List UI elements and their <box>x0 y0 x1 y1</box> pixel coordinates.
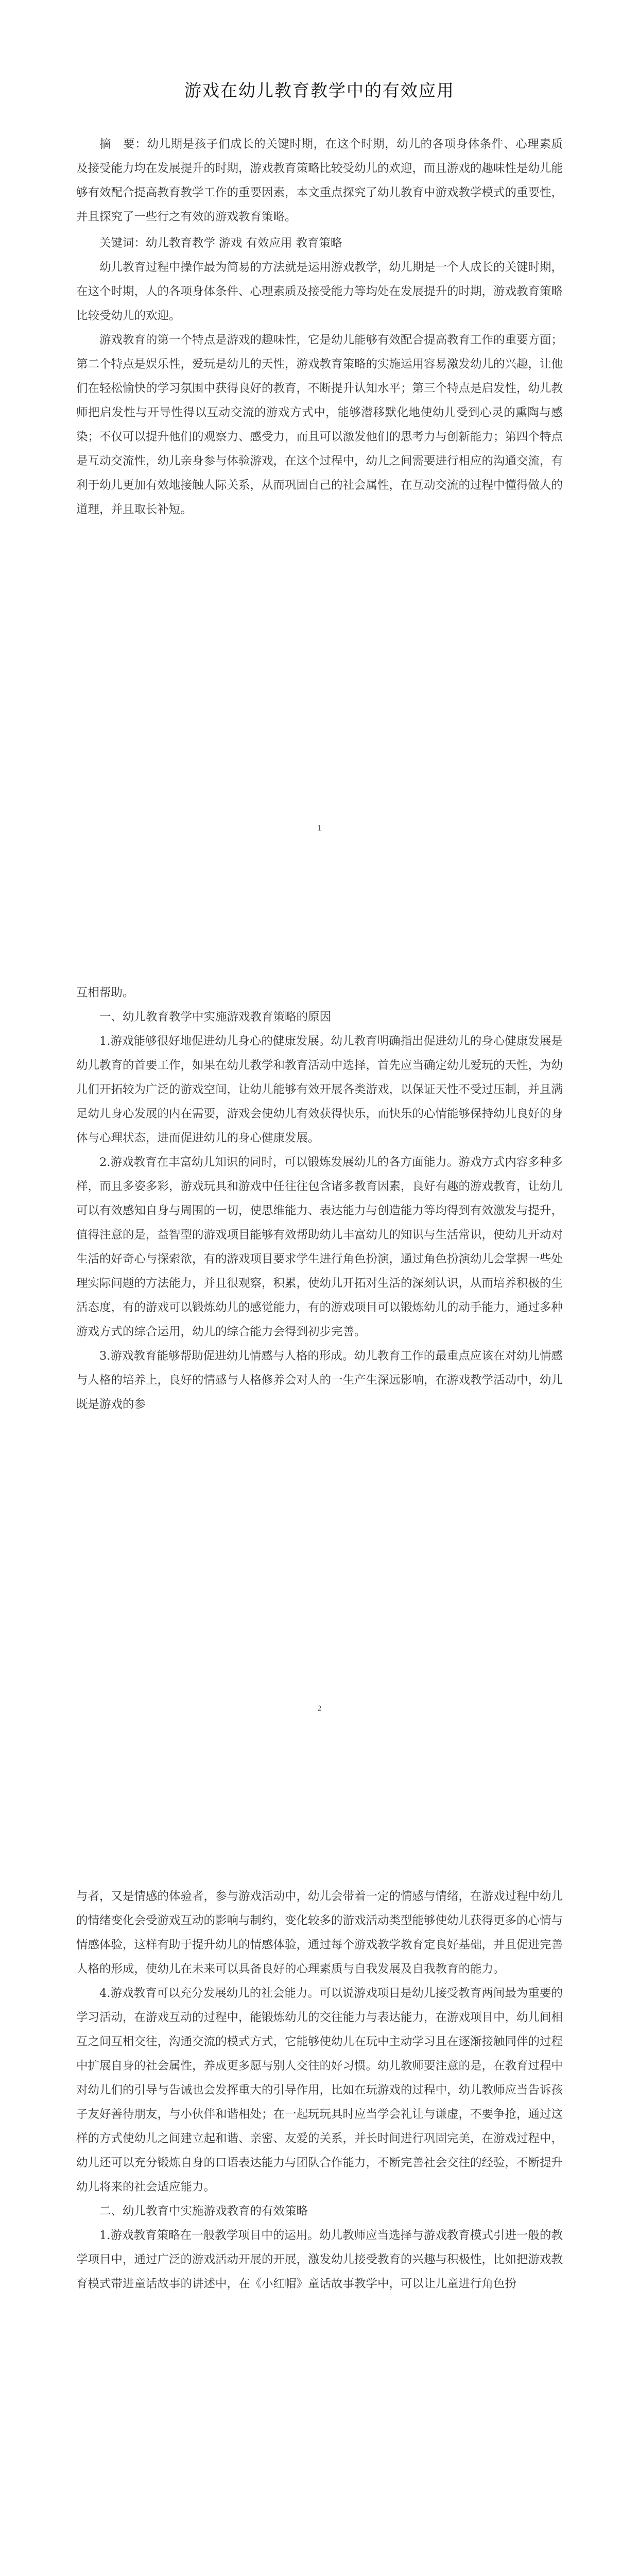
abstract-label: 摘 要： <box>99 138 147 151</box>
keywords <box>76 231 563 256</box>
paragraph: 1.游戏能够很好地促进幼儿身心的健康发展。幼儿教育明确指出促进幼儿的身心健康发展是幼儿教育的首要工作，如果在幼儿教学和教育活动中选择，首先应当确定幼儿爱玩的天性，为幼儿们开拓较为广泛的游戏空间，让幼儿能够有效开展各类游戏，以保证天性不受过压制，并且满足幼儿身心发展的内在需要，游戏会使幼儿有效获得快乐，而快乐的心情能够保持幼儿良好的身体与心理状态，进而促进幼儿的身心健康发展。 <box>76 1035 563 1145</box>
keywords-label: 关键词： <box>99 236 146 250</box>
page-2 <box>0 904 639 1807</box>
section-heading: 一、幼儿教育教学中实施游戏教育策略的原因 <box>99 1010 332 1024</box>
document-title: 游戏在幼儿教育教学中的有效应用 <box>184 80 455 100</box>
abstract-text: 幼儿期是孩子们成长的关键时期，在这个时期，幼儿的各项身体条件、心理素质及接受能力均在发展提升的时期，游戏教育策略比较受幼儿的欢迎，而且游戏的趣味性是幼儿能够有效配合提高教育教学工作的重要因素，本文重点探究了幼儿教育中游戏教学模式的重要性，并且探究了一些行之有效的游戏教育策略。 <box>76 138 563 224</box>
page-number: 2 <box>317 1705 322 1713</box>
paragraph: 4.游戏教育可以充分发展幼儿的社会能力。可以说游戏项目是幼儿接受教育两间最为重要的学习活动，在游戏互动的过程中，能锻炼幼儿的交往能力与表达能力，在游戏项目中，幼儿间相互之间互相交往，沟通交流的模式方式，它能够使幼儿在玩中主动学习且在逐渐接触同伴的过程中扩展自身的社会属性，养成更多愿与别人交往的好习惯。幼儿教师要注意的是，在教育过程中对幼儿们的引导与告诫也会发挥重大的引导作用，比如在玩游戏的过程中，幼儿教师应当告诉孩子友好善待朋友，与小伙伴和谐相处；在一起玩玩具时应当学会礼让与谦虚，不要争抢，通过这样的方式使幼儿之间建立起和谐、亲密、友爱的关系，并长时间进行巩固完美，在游戏过程中，幼儿还可以充分锻炼自身的口语表达能力与团队合作能力，不断完善社会交往的经验，不断提升幼儿将来的社会适应能力。 <box>76 1987 563 2194</box>
paragraph: 与者，又是情感的体验者，参与游戏活动中，幼儿会带着一定的情感与情绪，在游戏过程中幼儿的情绪变化会受游戏互动的影响与制约，变化较多的游戏活动类型能够使幼儿获得更多的心情与情感体验，这样有助于提升幼儿的情感体验，通过每个游戏教学教育定良好基础，并且促进完善人格的形成，使幼儿在未来可以具备良好的心理素质与自我发展及自我教育的能力。 <box>76 1890 563 1976</box>
paragraph: 3.游戏教育能够帮助促进幼儿情感与人格的形成。幼儿教育工作的最重点应该在对幼儿情感与人格的培养上，良好的情感与人格修养会对人的一生产生深远影响，在游戏教学活动中，幼儿既是游戏的参 <box>76 1349 563 1411</box>
page-1 <box>0 0 639 904</box>
abstract <box>76 132 563 229</box>
keywords-text: 幼儿教育教学 游戏 有效应用 教育策略 <box>146 236 342 250</box>
paragraph: 互相帮助。 <box>76 986 134 999</box>
paragraph: 2.游戏教育在丰富幼儿知识的同时，可以锻炼发展幼儿的各方面能力。游戏方式内容多种多样，而且多姿多彩，游戏玩具和游戏中任往往包含诸多教育因素，良好有趣的游戏教育，让幼儿可以有效感知自身与周围的一切，使思维能力、表达能力与创造能力等均得到有效激发与提升，值得注意的是，益智型的游戏项目能够有效帮助幼儿丰富幼儿的知识与生活常识，使幼儿开动对生活的好奇心与探索欲，有的游戏项目要求学生进行角色扮演，通过角色扮演幼儿会掌握一些处理实际问题的方法能力，并且很观察，积累，使幼儿开拓对生活的深刻认识，从而培养积极的生活态度，有的游戏可以锻炼幼儿的感觉能力，有的游戏项目可以锻炼幼儿的动手能力，通过多种游戏方式的综合运用，幼儿的综合能力会得到初步完善。 <box>76 1156 563 1338</box>
paragraph: 幼儿教育过程中操作最为简易的方法就是运用游戏教学，幼儿期是一个人成长的关键时期，在这个时期，人的各项身体条件、心理素质及接受能力等均处在发展提升的时期，游戏教育策略比较受幼儿的欢迎。 <box>76 261 563 323</box>
page-3 <box>0 1807 639 2576</box>
page-number: 1 <box>317 824 322 833</box>
section-heading: 二、幼儿教育中实施游戏教育的有效策略 <box>99 2205 308 2218</box>
paragraph: 1.游戏教育策略在一般教学项目中的运用。幼儿教师应当选择与游戏教育模式引进一般的教学项目中，通过广泛的游戏活动开展的开展，激发幼儿接受教育的兴趣与积极性，比如把游戏教育模式带进童话故事的讲述中，在《小红帽》童话故事教学中，可以让儿童进行角色扮 <box>76 2229 563 2291</box>
paragraph: 游戏教育的第一个特点是游戏的趣味性，它是幼儿能够有效配合提高教育工作的重要方面；第二个特点是娱乐性，爱玩是幼儿的天性，游戏教育策略的实施运用容易激发幼儿的兴趣，让他们在轻松愉快的学习氛围中获得良好的教育，不断提升认知水平；第三个特点是启发性，幼儿教师把启发性与开导性得以互动交流的游戏方式中，能够潜移默化地使幼儿受到心灵的熏陶与感染；不仅可以提升他们的观察力、感受力，而且可以激发他们的思考力与创新能力；第四个特点是互动交流性，幼儿亲身参与体验游戏，在这个过程中，幼儿之间需要进行相应的沟通交流，有利于幼儿更加有效地接触人际关系，从而巩固自己的社会属性，在互动交流的过程中懂得做人的道理，并且取长补短。 <box>76 333 563 516</box>
